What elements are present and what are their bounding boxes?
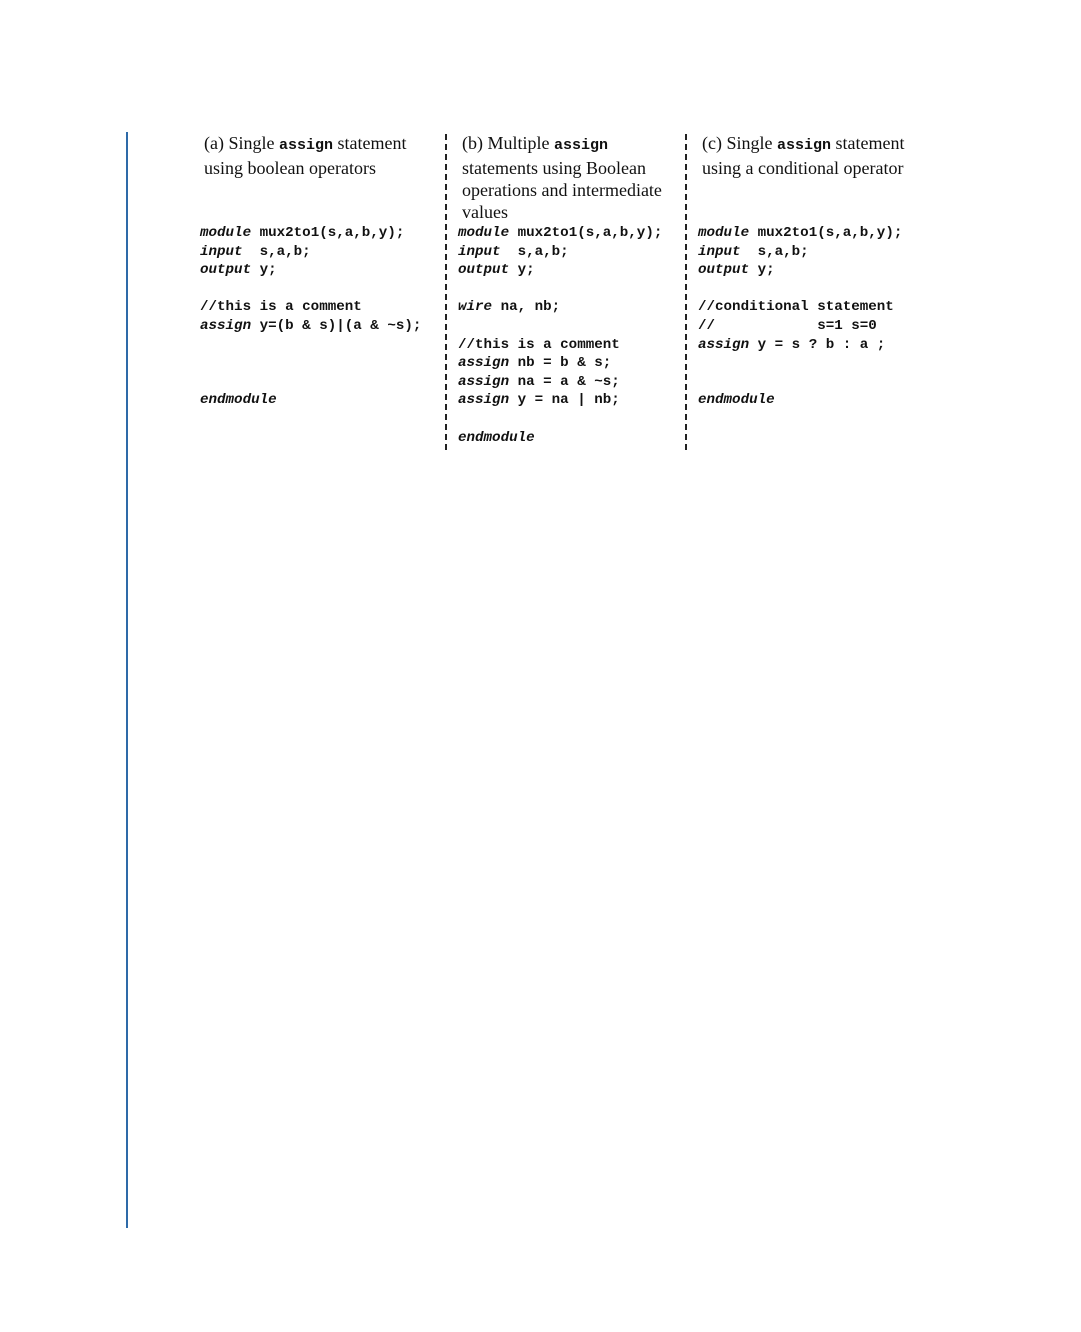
code-keyword: module [458, 225, 510, 241]
column-c [698, 132, 938, 450]
code-keyword: output [200, 262, 252, 279]
code-line [200, 336, 446, 355]
code-line [200, 261, 446, 280]
code-line [458, 336, 686, 355]
code-line [698, 391, 938, 410]
code-line [458, 317, 686, 336]
code-keyword: module [698, 225, 750, 241]
caption-text: statements using Boolean operations and intermediate values [462, 158, 662, 222]
caption-keyword: assign [776, 137, 831, 154]
code-comparison-columns [200, 132, 940, 450]
column-a-caption [204, 132, 446, 179]
code-keyword: input [698, 243, 741, 260]
code-keyword: assign [458, 392, 510, 409]
code-line [458, 373, 686, 392]
code-block-b [458, 224, 686, 447]
code-line [698, 261, 938, 280]
code-keyword: endmodule [698, 392, 775, 409]
code-line [458, 354, 686, 373]
code-keyword: assign [458, 373, 510, 390]
code-line [200, 391, 446, 410]
code-line [698, 354, 938, 373]
code-text: //this is a comment [458, 336, 620, 353]
code-line [200, 317, 446, 336]
code-line [698, 243, 938, 262]
caption-text: (a) Single [204, 133, 279, 153]
code-line [698, 336, 938, 355]
code-block-a [200, 224, 446, 410]
code-text: y = na | nb; [509, 392, 620, 409]
code-keyword: output [458, 262, 510, 279]
code-text: na, nb; [492, 299, 561, 316]
column-b-caption [462, 132, 686, 223]
code-text: na = a & ~s; [509, 373, 620, 390]
code-line [698, 280, 938, 299]
code-line [458, 261, 686, 280]
code-line [458, 243, 686, 262]
code-line [200, 298, 446, 317]
code-text: mux2to1(s,a,b,y); [251, 225, 405, 241]
code-text: y=(b & s)|(a & ~s); [251, 317, 422, 334]
code-keyword: module [200, 225, 252, 241]
code-text: mux2to1(s,a,b,y); [509, 225, 663, 241]
code-line [458, 391, 686, 410]
code-text: // s=1 s=0 [698, 317, 877, 334]
code-keyword: input [200, 243, 243, 260]
caption-text: (c) Single [702, 133, 777, 153]
code-line [458, 280, 686, 299]
caption-keyword: assign [278, 137, 333, 154]
code-text: s,a,b; [500, 243, 569, 260]
code-block-c [698, 224, 938, 410]
left-margin-rule [126, 132, 128, 1228]
caption-text: (b) Multiple [462, 133, 554, 153]
code-keyword: assign [458, 355, 510, 372]
code-text: nb = b & s; [509, 355, 612, 372]
code-text: y; [251, 262, 277, 279]
code-text: //conditional statement [698, 299, 894, 316]
code-line [200, 354, 446, 373]
code-line [200, 373, 446, 392]
code-text: s,a,b; [740, 243, 809, 260]
code-keyword: endmodule [200, 392, 277, 409]
code-keyword: endmodule [458, 429, 535, 446]
code-line [458, 224, 686, 243]
code-text: //this is a comment [200, 299, 362, 316]
code-line [458, 429, 686, 448]
code-keyword: input [458, 243, 501, 260]
caption-keyword: assign [554, 137, 609, 154]
code-line [200, 243, 446, 262]
code-text: y; [749, 262, 775, 279]
code-line [200, 280, 446, 299]
column-a [200, 132, 446, 450]
code-line [458, 410, 686, 429]
code-line [698, 317, 938, 336]
code-text: y; [509, 262, 535, 279]
code-keyword: wire [458, 299, 493, 316]
caption-text: statement using boolean operators [204, 133, 407, 178]
code-keyword: assign [698, 336, 750, 353]
code-text: y = s ? b : a ; [749, 336, 886, 353]
code-line [458, 298, 686, 317]
code-keyword: assign [200, 317, 252, 334]
caption-text: statement using a conditional operator [702, 133, 905, 178]
code-line [698, 373, 938, 392]
code-keyword: output [698, 262, 750, 279]
code-line [200, 224, 446, 243]
code-line [698, 298, 938, 317]
column-b [458, 132, 686, 450]
code-text: mux2to1(s,a,b,y); [749, 225, 903, 241]
code-text: s,a,b; [242, 243, 311, 260]
column-c-caption [702, 132, 938, 179]
code-line [698, 224, 938, 243]
